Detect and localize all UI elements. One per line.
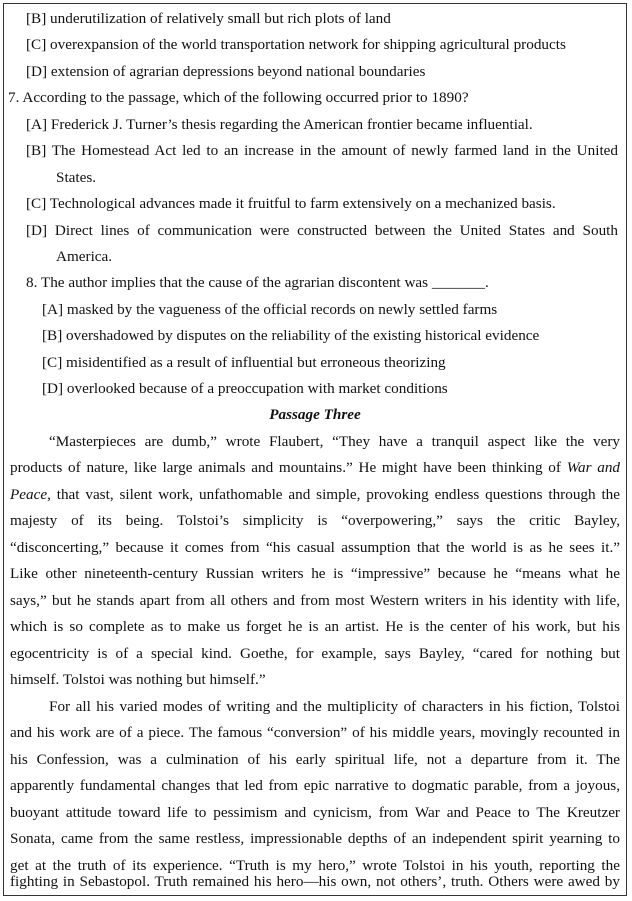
p1-line-5: “disconcerting,” because it comes from “his casual assumption that the world is as he sees it.” <box>10 539 620 556</box>
p1-line-6: Like other nineteenth-century Russian writers he is “impressive” because he “means what he <box>10 565 620 582</box>
option-text: Direct lines of communication were constructed between the United States and South <box>54 222 618 239</box>
option-label: [A] <box>42 301 64 318</box>
p2-line-7: get at the truth of its experience. “Truth is my hero,” wrote Tolstoi in his youth, reporting the <box>10 857 620 874</box>
option-label: [D] <box>42 380 64 397</box>
italic-title: War and <box>566 459 621 476</box>
p2-line-6: Sonata, came from the same restless, impressionable depths of an independent spirit yearning to <box>10 830 620 847</box>
option-text: underutilization of relatively small but rich plots of land <box>50 10 391 27</box>
option-text: misidentified as a result of influential but erroneous theorizing <box>66 354 446 371</box>
q7-option-c <box>26 191 556 217</box>
q8-option-c <box>42 350 446 376</box>
option-label: [D] <box>26 63 48 80</box>
option-label: [D] <box>26 222 48 239</box>
p2-line-4: apparently fundamental changes that led from epic narrative to dogmatic parable, from a joyous, <box>10 777 620 794</box>
italic-title: Peace <box>10 486 48 503</box>
q7-option-b <box>26 138 618 164</box>
q8-option-d <box>42 376 448 402</box>
q7-option-d-cont: America. <box>56 248 113 265</box>
p2-line-3: his Confession, was a culmination of his early spiritual life, not a departure from it. The <box>10 751 620 768</box>
q8-stem: 8. The author implies that the cause of the agrarian discontent was _______. <box>26 274 489 291</box>
text-span: , that vast, silent work, unfathomable and simple, provoking endless questions through the <box>47 486 620 503</box>
option-label: [C] <box>26 195 47 212</box>
option-label: [B] <box>26 10 47 27</box>
option-text: extension of agrarian depressions beyond national boundaries <box>50 63 426 80</box>
option-label: [C] <box>26 36 47 53</box>
option-text: masked by the vagueness of the official records on newly settled farms <box>66 301 498 318</box>
q8-option-b <box>42 323 539 349</box>
q7-option-b-cont: States. <box>56 169 97 186</box>
q6-option-c <box>26 32 566 58</box>
option-text: Frederick J. Turner’s thesis regarding the American frontier became influential. <box>50 116 533 133</box>
q7-stem: 7. According to the passage, which of the following occurred prior to 1890? <box>8 89 469 106</box>
q6-option-b <box>26 6 391 32</box>
exam-page <box>3 3 627 896</box>
option-label: [B] <box>42 327 63 344</box>
option-text: The Homestead Act led to an increase in the amount of newly farmed land in the United <box>51 142 619 159</box>
option-text: overshadowed by disputes on the reliability of the existing historical evidence <box>66 327 540 344</box>
q8-option-a <box>42 297 497 323</box>
option-label: [C] <box>42 354 63 371</box>
p1-line-10: himself. Tolstoi was nothing but himself.” <box>10 671 266 688</box>
p1-line-2 <box>10 455 620 481</box>
p2-line-2: and his work are of a piece. The famous “conversion” of his middle years, movingly recounted in <box>10 724 620 741</box>
p1-line-8: which is so complete as to make us forget he is an artist. He is the center of his work, but his <box>10 618 620 635</box>
p2-line-1: For all his varied modes of writing and the multiplicity of characters in his fiction, Tolstoi <box>49 698 620 715</box>
q7-option-d <box>26 218 618 244</box>
option-label: [B] <box>26 142 47 159</box>
passage-title: Passage Three <box>269 406 361 423</box>
p2-line-8: fighting in Sebastopol. Truth remained his hero—his own, not others’, truth. Others were awed by <box>10 873 620 890</box>
option-text: overlooked because of a preoccupation with market conditions <box>66 380 448 397</box>
q7-option-a <box>26 112 533 138</box>
q6-option-d <box>26 59 425 85</box>
text-span: products of nature, like large animals and mountains.” He might have been thinking of <box>10 459 561 476</box>
p1-line-4: majesty of its being. Tolstoi’s simplicity is “overpowering,” says the critic Bayley, <box>10 512 620 529</box>
option-text: overexpansion of the world transportation network for shipping agricultural products <box>50 36 566 53</box>
p2-line-5: buoyant attitude toward life to pessimism and cynicism, from War and Peace to The Kreutzer <box>10 804 620 821</box>
p1-line-3 <box>10 482 620 508</box>
p1-line-7: says,” but he stands apart from all others and from most Western writers in his identity with life, <box>10 592 620 609</box>
p1-line-1: “Masterpieces are dumb,” wrote Flaubert, “They have a tranquil aspect like the very <box>49 433 620 450</box>
option-label: [A] <box>26 116 48 133</box>
option-text: Technological advances made it fruitful to farm extensively on a mechanized basis. <box>49 195 556 212</box>
p1-line-9: egocentricity is of a special kind. Goethe, for example, says Bayley, “cared for nothing but <box>10 645 620 662</box>
